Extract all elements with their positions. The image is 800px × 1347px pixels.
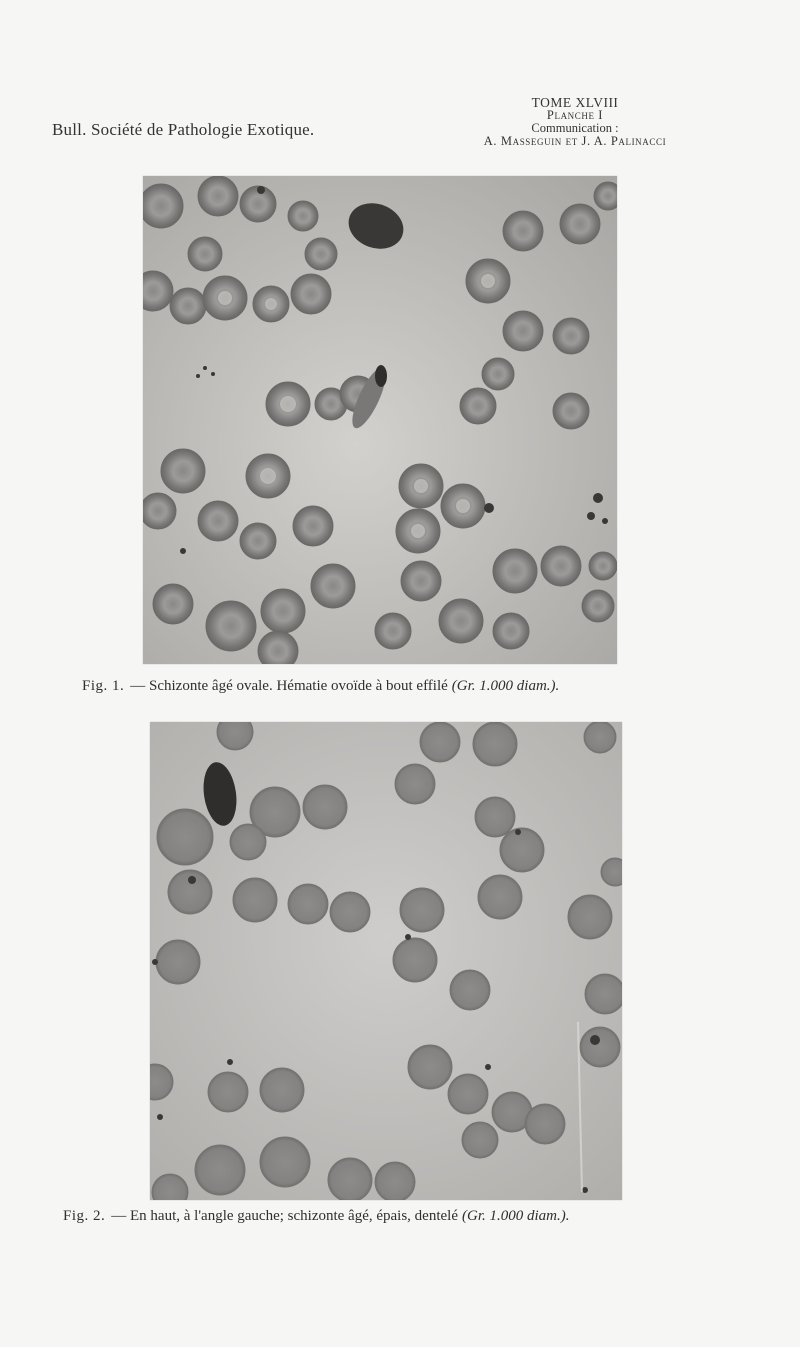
figure-1-number: Fig. 1. xyxy=(82,678,125,694)
planche-label: Planche I xyxy=(546,108,604,122)
figure-1-magnification: (Gr. 1.000 diam.). xyxy=(451,678,560,694)
figure-2-magnification: (Gr. 1.000 diam.). xyxy=(462,1208,570,1224)
journal-title: Bull. Société de Pathologie Exotique. xyxy=(52,120,315,139)
figure-1-caption-text: — Schizonte âgé ovale. Hématie ovoïde à bout effilé xyxy=(130,678,448,694)
figure-2-number: Fig. 2. xyxy=(63,1208,106,1224)
figure-2-caption-text: — En haut, à l'angle gauche; schizonte âgé, épais, dentelé xyxy=(111,1208,458,1224)
figure-2-caption xyxy=(63,1208,570,1225)
figure-1-caption xyxy=(82,678,559,695)
figure-2-micrograph xyxy=(150,722,622,1200)
tome-label: TOME XLVIII xyxy=(531,95,619,110)
authors-label: A. Masseguin et J. A. Palinacci xyxy=(483,134,667,148)
communication-label: Communication : xyxy=(531,121,619,135)
figure-1-micrograph xyxy=(143,176,617,664)
plate-header xyxy=(440,96,710,148)
